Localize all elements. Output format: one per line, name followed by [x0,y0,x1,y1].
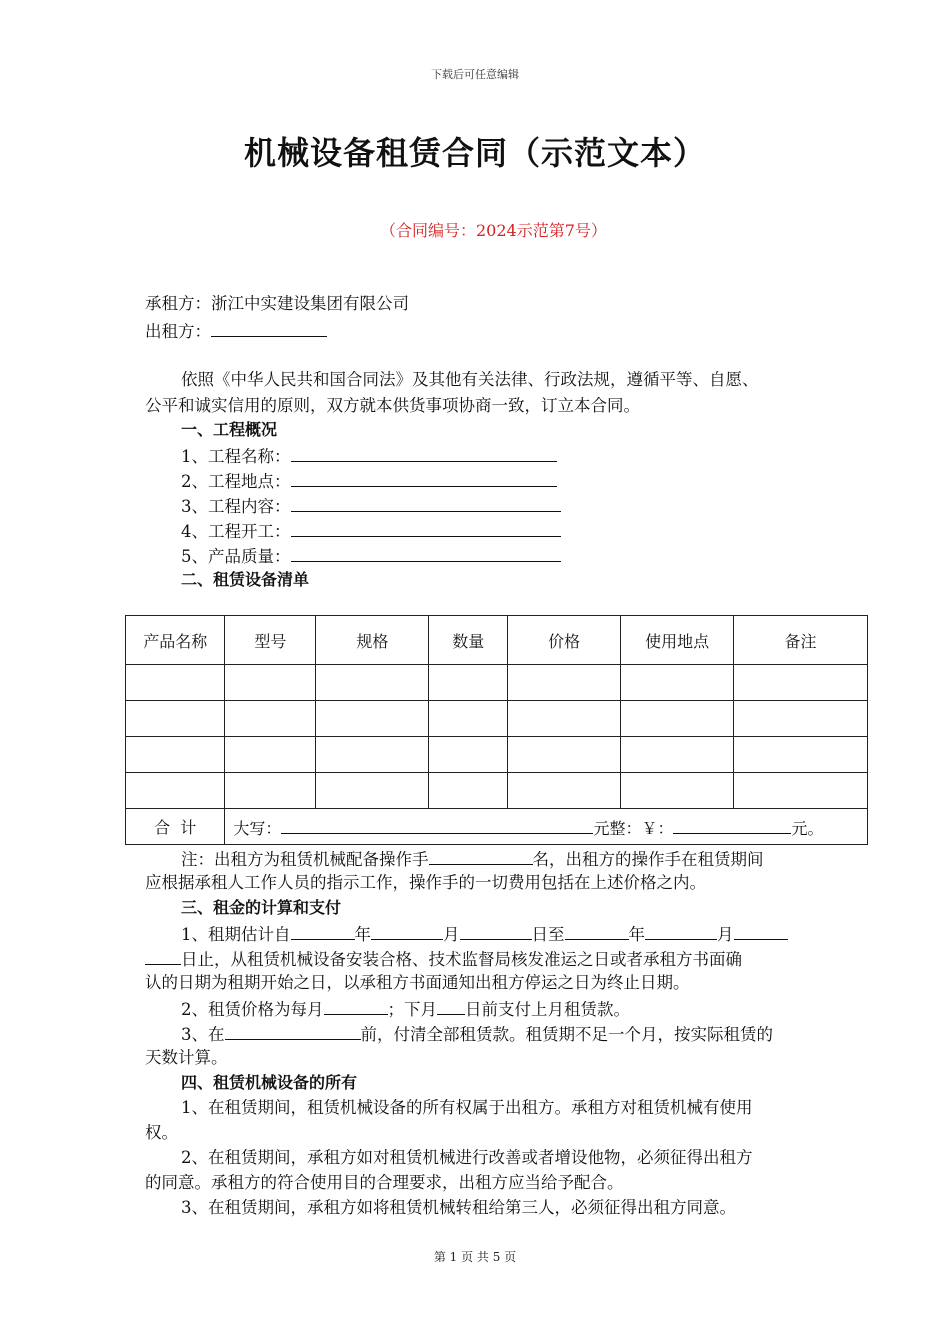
total-label: 合 计 [126,809,225,845]
operator-note-b: 名，出租方的操作手在租赁期间 [532,850,764,869]
term-month-label: 月 [443,925,460,944]
product-quality-blank[interactable] [291,543,561,562]
operator-count-blank[interactable] [429,846,533,865]
project-name-label: 1、工程名称： [181,447,291,466]
table-cell[interactable] [429,773,508,809]
project-location-line [181,468,557,494]
term-end-day-blank-b[interactable] [145,946,181,965]
col-header-price: 价格 [508,616,621,665]
term-start-day-blank[interactable] [460,921,532,940]
table-cell[interactable] [225,701,316,737]
table-cell[interactable] [225,773,316,809]
settlement-line [181,1021,773,1047]
lessor-blank[interactable] [211,318,327,337]
project-name-line [181,443,557,469]
project-start-blank[interactable] [291,518,561,537]
total-amount-blank[interactable] [673,815,791,834]
table-row [126,665,868,701]
table-cell[interactable] [508,665,621,701]
table-cell[interactable] [316,773,429,809]
term-line-3: 认的日期为租期开始之日，以承租方书面通知出租方停运之日为终止日期。 [145,973,690,992]
term-end-year-label: 年 [628,925,645,944]
product-quality-label: 5、产品质量： [181,547,291,566]
section-2-heading: 二、租赁设备清单 [181,570,310,589]
section-3-heading: 三、租金的计算和支付 [181,898,342,917]
term-end-month-label: 月 [717,925,734,944]
project-location-blank[interactable] [291,468,557,487]
page-footer: 第 1 页 共 5 页 [433,1250,517,1264]
modification-line-1: 2、在租赁期间，承租方如对租赁机械进行改善或者增设他物，必须征得出租方 [181,1148,753,1167]
term-line-2-text: 日止，从租赁机械设备安装合格、技术监督局核发准运之日或者承租方书面确 [181,950,742,969]
term-end-month-blank[interactable] [645,921,717,940]
total-daxie-label: 大写： [233,818,282,838]
table-cell[interactable] [621,773,734,809]
contract-number: （合同编号：2024示范第7号） [380,221,607,240]
total-amount-cell [225,809,868,845]
project-name-blank[interactable] [291,443,557,462]
total-yuan-label: 元。 [791,818,824,838]
operator-note-line [181,846,764,872]
table-row [126,737,868,773]
lessor-line [145,318,327,344]
table-cell[interactable] [316,737,429,773]
term-year-label: 年 [354,925,371,944]
ownership-line-2: 权。 [145,1123,178,1142]
table-cell[interactable] [621,737,734,773]
table-cell[interactable] [316,701,429,737]
project-content-blank[interactable] [291,493,561,512]
col-header-remarks: 备注 [734,616,868,665]
table-cell[interactable] [126,665,225,701]
project-content-line [181,493,561,519]
col-header-quantity: 数量 [429,616,508,665]
term-end-year-blank[interactable] [565,921,629,940]
preamble-line-1: 依照《中华人民共和国合同法》及其他有关法律、行政法规，遵循平等、自愿、 [181,370,759,389]
col-header-spec: 规格 [316,616,429,665]
section-4-heading: 四、租赁机械设备的所有 [181,1073,358,1092]
table-total-row [126,809,868,845]
price-line [181,996,630,1022]
project-start-label: 4、工程开工： [181,522,291,541]
monthly-price-blank[interactable] [324,996,388,1015]
modification-line-2: 的同意。承租方的符合使用目的合理要求，出租方应当给予配合。 [145,1173,624,1192]
table-cell[interactable] [429,701,508,737]
term-start-month-blank[interactable] [371,921,443,940]
next-month-label: ；下月 [387,1000,437,1019]
table-cell[interactable] [126,737,225,773]
table-cell[interactable] [126,773,225,809]
equipment-table [125,615,868,845]
payment-day-text: 日前支付上月租赁款。 [465,1000,630,1019]
product-quality-line [181,543,561,569]
table-header-row [126,616,868,665]
col-header-location: 使用地点 [621,616,734,665]
term-from-label: 1、租期估计自 [181,925,291,944]
table-cell[interactable] [734,737,868,773]
term-line-2 [145,946,742,972]
term-start-year-blank[interactable] [291,921,355,940]
document-title: 机械设备租赁合同（示范文本） [243,134,706,172]
section-1-heading: 一、工程概况 [181,420,278,439]
col-header-model: 型号 [225,616,316,665]
payment-day-blank[interactable] [437,996,465,1015]
table-cell[interactable] [734,773,868,809]
term-line-1 [181,921,788,947]
table-cell[interactable] [225,737,316,773]
table-row [126,773,868,809]
ownership-line-1: 1、在租赁期间，租赁机械设备的所有权属于出租方。承租方对租赁机械有使用 [181,1098,753,1117]
table-cell[interactable] [429,665,508,701]
lessee-line: 承租方：浙江中实建设集团有限公司 [145,294,409,313]
table-cell[interactable] [225,665,316,701]
sublease-line: 3、在租赁期间，承租方如将租赁机械转租给第三人，必须征得出租方同意。 [181,1198,736,1217]
table-cell[interactable] [734,665,868,701]
table-cell[interactable] [429,737,508,773]
operator-note-a: 注：出租方为租赁机械配备操作手 [181,850,429,869]
col-header-product-name: 产品名称 [126,616,225,665]
table-cell[interactable] [508,701,621,737]
preamble-line-2: 公平和诚实信用的原则，双方就本供货事项协商一致，订立本合同。 [145,396,640,415]
settlement-line-2: 天数计算。 [145,1048,228,1067]
project-content-label: 3、工程内容： [181,497,291,516]
table-cell[interactable] [126,701,225,737]
table-cell[interactable] [508,773,621,809]
project-start-line [181,518,561,544]
table-cell[interactable] [508,737,621,773]
header-note: 下载后可任意编辑 [431,68,519,81]
total-daxie-blank[interactable] [281,815,593,834]
term-end-day-blank-a[interactable] [734,921,788,940]
table-cell[interactable] [734,701,868,737]
operator-note-line-2: 应根据承租人工作人员的指示工作，操作手的一切费用包括在上述价格之内。 [145,873,706,892]
table-cell[interactable] [316,665,429,701]
settlement-label: 3、在 [181,1025,225,1044]
lessor-label: 出租方： [145,322,211,341]
settlement-text: 前，付清全部租赁款。租赁期不足一个月，按实际租赁的 [360,1025,773,1044]
settlement-date-blank[interactable] [225,1021,361,1040]
total-yuanzheng-label: 元整：￥： [593,818,674,838]
project-location-label: 2、工程地点： [181,472,291,491]
term-to-label: 日至 [531,925,565,944]
table-cell[interactable] [621,665,734,701]
table-row [126,701,868,737]
table-cell[interactable] [621,701,734,737]
monthly-price-label: 2、租赁价格为每月 [181,1000,324,1019]
